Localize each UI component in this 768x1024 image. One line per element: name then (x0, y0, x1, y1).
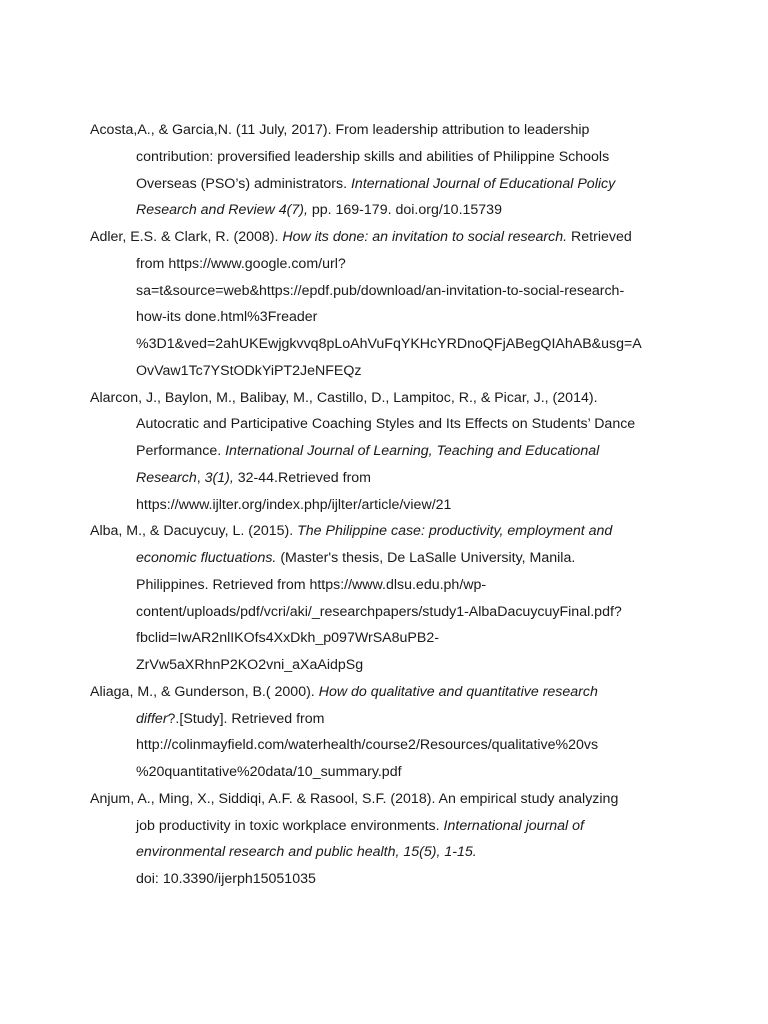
reference-continuation-line (90, 813, 680, 840)
reference-continuation-line (90, 251, 680, 278)
reference-text: (Master's thesis, De LaSalle University, Manila. (276, 550, 576, 566)
reference-text: %20quantitative%20data/10_summary.pdf (136, 764, 402, 780)
italic-text: 3(1), (204, 469, 234, 486)
reference-first-line (90, 679, 680, 706)
reference-continuation-line (90, 839, 680, 866)
reference-continuation-line (90, 331, 680, 358)
italic-text: International Journal of Educational Policy (350, 175, 616, 192)
reference-entry (90, 385, 680, 519)
reference-continuation-line (90, 304, 680, 331)
reference-text: Retrieved (567, 229, 632, 245)
reference-text: pp. 169-179. doi.org/10.15739 (307, 202, 502, 219)
reference-continuation-line (90, 358, 680, 385)
reference-continuation-line (90, 492, 680, 519)
italic-text: International journal of (443, 817, 584, 834)
reference-continuation-line (90, 625, 680, 652)
reference-entry (90, 786, 680, 893)
reference-first-line (90, 117, 680, 144)
italic-text: International Journal of Learning, Teaching and Educational (225, 443, 600, 459)
reference-text: from https://www.google.com/url? (136, 255, 346, 272)
reference-text: Anjum, A., Ming, X., Siddiqi, A.F. & Rasool, S.F. (2018). An empirical study analyzing (90, 790, 619, 807)
reference-entry (90, 518, 680, 679)
reference-continuation-line (90, 171, 680, 198)
reference-continuation-line (90, 866, 680, 893)
reference-text: ?.[Study]. Retrieved from (167, 710, 325, 727)
reference-entry (90, 224, 680, 385)
reference-entry (90, 679, 680, 786)
reference-continuation-line (90, 732, 680, 759)
reference-text: Philippines. Retrieved from https://www.dlsu.edu.ph/wp- (136, 576, 487, 593)
reference-first-line (90, 385, 680, 412)
reference-first-line (90, 786, 680, 813)
italic-text: environmental research and public health, 15(5), 1-15. (136, 844, 477, 861)
reference-continuation-line (90, 759, 680, 786)
reference-list (90, 117, 680, 893)
reference-text: Adler, E.S. & Clark, R. (2008). (90, 229, 283, 245)
reference-continuation-line (90, 465, 680, 492)
reference-continuation-line (90, 706, 680, 733)
reference-continuation-line (90, 144, 680, 171)
reference-text: , (196, 469, 205, 486)
reference-text: Performance. (136, 443, 226, 459)
reference-text: 32-44.Retrieved from (233, 469, 372, 486)
reference-continuation-line (90, 438, 680, 465)
reference-text: Acosta,A., & Garcia,N. (11 July, 2017). From leadership attribution to leadership (90, 122, 590, 138)
reference-text: Alba, M., & Dacuycuy, L. (2015). (90, 523, 298, 540)
reference-text: http://colinmayfield.com/waterhealth/course2/Resources/qualitative%20vs (136, 737, 599, 754)
reference-text: Overseas (PSO’s) administrators. (136, 175, 351, 192)
reference-text: contribution: proversified leadership skills and abilities of Philippine Schools (136, 148, 610, 165)
italic-text: Research and Review 4(7), (136, 202, 308, 219)
reference-continuation-line (90, 572, 680, 599)
reference-text: doi: 10.3390/ijerph15051035 (136, 871, 316, 887)
reference-text: how-its done.html%3Freader (136, 309, 318, 326)
reference-text: content/uploads/pdf/vcri/aki/_researchpapers/study1-AlbaDacuycuyFinal.pdf? (136, 603, 622, 620)
italic-text: How its done: an invitation to social research. (282, 229, 568, 245)
reference-text: https://www.ijlter.org/index.php/ijlter/article/view/21 (136, 496, 452, 513)
reference-first-line (90, 518, 680, 545)
italic-text: differ (136, 710, 168, 727)
reference-continuation-line (90, 278, 680, 305)
italic-text: Research (136, 469, 197, 486)
reference-entry (90, 117, 680, 224)
reference-first-line (90, 224, 680, 251)
reference-continuation-line (90, 411, 680, 438)
reference-continuation-line (90, 197, 680, 224)
reference-text: %3D1&ved=2ahUKEwjgkvvq8pLoAhVuFqYKHcYRDnoQFjABegQIAhAB&usg=A (136, 336, 642, 352)
reference-text: job productivity in toxic workplace environments. (136, 817, 444, 834)
italic-text: economic fluctuations. (136, 550, 277, 566)
reference-text: Aliaga, M., & Gunderson, B.( 2000). (90, 683, 319, 700)
reference-continuation-line (90, 545, 680, 572)
reference-text: sa=t&source=web&https://epdf.pub/download/an-invitation-to-social-research- (136, 282, 625, 299)
reference-continuation-line (90, 652, 680, 679)
reference-text: OvVaw1Tc7YStODkYiPT2JeNFEQz (136, 362, 362, 379)
italic-text: The Philippine case: productivity, employment and (297, 523, 613, 540)
italic-text: How do qualitative and quantitative research (318, 683, 598, 700)
reference-continuation-line (90, 599, 680, 626)
reference-text: Alarcon, J., Baylon, M., Balibay, M., Castillo, D., Lampitoc, R., & Picar, J., (2014). (90, 389, 598, 406)
reference-text: fbclid=IwAR2nlIKOfs4XxDkh_p097WrSA8uPB2- (136, 630, 439, 647)
reference-text: ZrVw5aXRhnP2KO2vni_aXaAidpSg (136, 657, 364, 673)
reference-text: Autocratic and Participative Coaching Styles and Its Effects on Students’ Dance (136, 416, 636, 433)
